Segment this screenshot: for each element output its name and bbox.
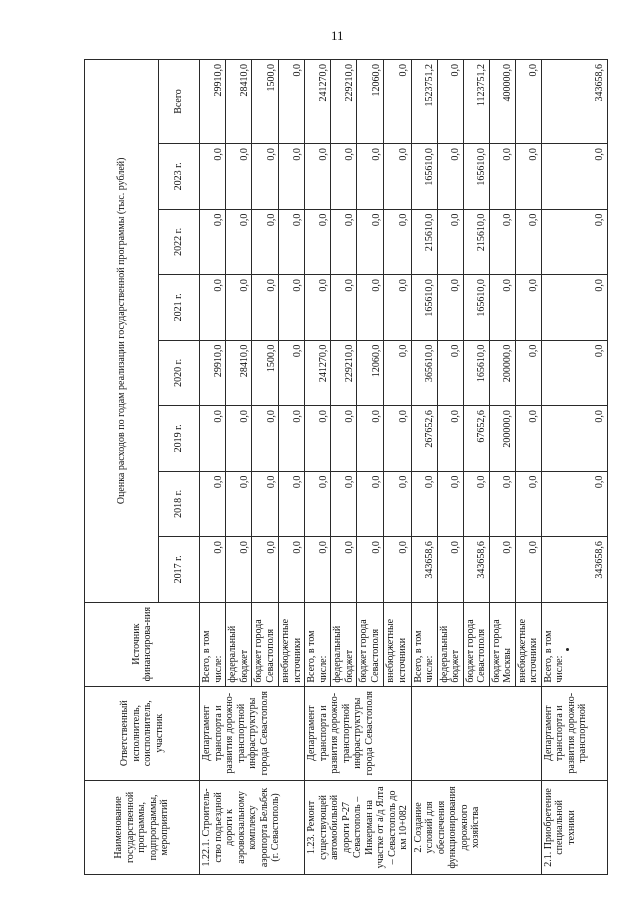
value-cell: 0,0 bbox=[437, 537, 463, 603]
funding-source: Всего, в том числе: bbox=[305, 602, 331, 686]
value-cell: 0,0 bbox=[279, 209, 305, 275]
value-cell: 0,0 bbox=[279, 340, 305, 406]
value-cell: 0,0 bbox=[279, 537, 305, 603]
funding-source: федеральный бюджет bbox=[331, 602, 357, 686]
value-cell: 0,0 bbox=[279, 406, 305, 472]
value-total: 400000,0 bbox=[489, 60, 515, 144]
value-cell: 0,0 bbox=[357, 471, 384, 537]
funding-source: Всего, в том числе: bbox=[411, 602, 437, 686]
item-executor: Департамент транспорта и развития дорожно-транспортной bbox=[541, 686, 607, 780]
funding-source: бюджет города Севастополя bbox=[252, 602, 279, 686]
value-cell: 0,0 bbox=[200, 406, 226, 472]
header-estimate: Оценка расходов по годам реализации государственной программы (тыс. рублей) bbox=[85, 60, 159, 603]
funding-source: федеральный бюджет bbox=[437, 602, 463, 686]
value-cell: 229210,0 bbox=[331, 340, 357, 406]
funding-source: бюджет города Москвы bbox=[489, 602, 515, 686]
value-cell: 0,0 bbox=[437, 144, 463, 210]
item-executor: Департамент транспорта и развития дорожно-транспортной инфраструктуры города Севастополя bbox=[200, 686, 305, 780]
value-cell: 365610,0 bbox=[411, 340, 437, 406]
value-cell: 0,0 bbox=[200, 275, 226, 341]
table-row bbox=[541, 60, 607, 875]
value-cell: 0,0 bbox=[489, 537, 515, 603]
value-cell: 0,0 bbox=[226, 275, 252, 341]
value-cell: 0,0 bbox=[252, 471, 279, 537]
header-year: 2017 г. bbox=[159, 537, 200, 603]
value-cell: 0,0 bbox=[515, 471, 541, 537]
value-cell: 0,0 bbox=[515, 275, 541, 341]
value-cell: 0,0 bbox=[279, 471, 305, 537]
value-cell: 0,0 bbox=[357, 209, 384, 275]
value-cell: 0,0 bbox=[331, 406, 357, 472]
value-cell: 165610,0 bbox=[463, 275, 489, 341]
value-cell: 165610,0 bbox=[463, 144, 489, 210]
value-cell: 0,0 bbox=[357, 406, 384, 472]
value-cell: 343658,6 bbox=[541, 537, 607, 603]
value-cell: 0,0 bbox=[541, 209, 607, 275]
budget-table bbox=[84, 59, 608, 875]
value-cell: 67652,6 bbox=[463, 406, 489, 472]
header-year: 2022 г. bbox=[159, 209, 200, 275]
value-total: 1500,0 bbox=[252, 60, 279, 144]
header-year: 2021 г. bbox=[159, 275, 200, 341]
value-cell: 0,0 bbox=[437, 209, 463, 275]
value-cell: 0,0 bbox=[226, 209, 252, 275]
value-cell: 0,0 bbox=[489, 209, 515, 275]
value-cell: 0,0 bbox=[437, 275, 463, 341]
value-cell: 0,0 bbox=[226, 537, 252, 603]
value-total: 0,0 bbox=[437, 60, 463, 144]
value-cell: 0,0 bbox=[384, 471, 411, 537]
value-cell: 0,0 bbox=[384, 144, 411, 210]
value-total: 229210,0 bbox=[331, 60, 357, 144]
value-cell: 0,0 bbox=[384, 340, 411, 406]
funding-source: Всего, в том числе: bbox=[200, 602, 226, 686]
value-cell: 0,0 bbox=[489, 144, 515, 210]
value-cell: 0,0 bbox=[252, 406, 279, 472]
value-cell: 165610,0 bbox=[411, 275, 437, 341]
page-number: 11 bbox=[331, 28, 344, 43]
funding-source: бюджет города Севастополя bbox=[463, 602, 489, 686]
value-cell: 343658,6 bbox=[463, 537, 489, 603]
item-executor: Департамент транспорта и развития дорожно-транспортной инфраструктуры города Севастополя bbox=[305, 686, 412, 780]
header-executor: Ответственный исполнитель, соисполнитель, участник bbox=[85, 686, 200, 780]
value-total: 0,0 bbox=[515, 60, 541, 144]
header-name: Наименование государственной программы, подпрограммы, мероприятий bbox=[85, 780, 200, 874]
value-cell: 0,0 bbox=[357, 275, 384, 341]
funding-source: федеральный бюджет bbox=[226, 602, 252, 686]
value-total: 12060,0 bbox=[357, 60, 384, 144]
table-body bbox=[200, 60, 608, 875]
value-cell: 0,0 bbox=[305, 209, 331, 275]
value-cell: 165610,0 bbox=[463, 340, 489, 406]
value-cell: 0,0 bbox=[252, 275, 279, 341]
value-cell: 0,0 bbox=[411, 471, 437, 537]
value-cell: 0,0 bbox=[489, 471, 515, 537]
value-cell: 0,0 bbox=[331, 275, 357, 341]
value-cell: 0,0 bbox=[463, 471, 489, 537]
value-cell: 0,0 bbox=[384, 537, 411, 603]
value-cell: 0,0 bbox=[200, 144, 226, 210]
value-cell: 1500,0 bbox=[252, 340, 279, 406]
value-total: 29910,0 bbox=[200, 60, 226, 144]
value-cell: 0,0 bbox=[305, 471, 331, 537]
value-cell: 0,0 bbox=[541, 471, 607, 537]
value-cell: 0,0 bbox=[305, 275, 331, 341]
value-cell: 0,0 bbox=[252, 209, 279, 275]
value-cell: 0,0 bbox=[305, 537, 331, 603]
value-cell: 0,0 bbox=[357, 537, 384, 603]
value-total: 0,0 bbox=[384, 60, 411, 144]
value-cell: 0,0 bbox=[252, 537, 279, 603]
value-cell: 0,0 bbox=[226, 144, 252, 210]
value-cell: 0,0 bbox=[541, 275, 607, 341]
value-total: 28410,0 bbox=[226, 60, 252, 144]
value-cell: 12060,0 bbox=[357, 340, 384, 406]
value-cell: 0,0 bbox=[515, 406, 541, 472]
value-cell: 0,0 bbox=[541, 340, 607, 406]
value-cell: 0,0 bbox=[305, 144, 331, 210]
value-cell: 0,0 bbox=[384, 209, 411, 275]
value-cell: 0,0 bbox=[515, 340, 541, 406]
value-cell: 0,0 bbox=[384, 406, 411, 472]
funding-source: внебюджетные источники bbox=[279, 602, 305, 686]
value-cell: 0,0 bbox=[437, 406, 463, 472]
value-cell: 0,0 bbox=[331, 144, 357, 210]
value-cell: 343658,6 bbox=[411, 537, 437, 603]
value-cell: 0,0 bbox=[305, 406, 331, 472]
value-cell: 0,0 bbox=[226, 406, 252, 472]
header-year: 2018 г. bbox=[159, 471, 200, 537]
header-year: 2023 г. bbox=[159, 144, 200, 210]
value-total: 0,0 bbox=[279, 60, 305, 144]
value-cell: 0,0 bbox=[331, 471, 357, 537]
value-cell: 29910,0 bbox=[200, 340, 226, 406]
item-name: 1.22.1. Строитель-ство подъездной дороги к аэровокзальному комплексу аэропорта Бельбек (г. Севастополь) bbox=[200, 780, 305, 874]
funding-source: внебюджетные источники bbox=[384, 602, 411, 686]
value-cell: 0,0 bbox=[515, 537, 541, 603]
value-cell: 0,0 bbox=[541, 406, 607, 472]
value-cell: 200000,0 bbox=[489, 406, 515, 472]
value-cell: 0,0 bbox=[515, 209, 541, 275]
rotated-table-container bbox=[84, 59, 605, 875]
funding-source: Всего, в том числе: bbox=[541, 602, 607, 686]
value-cell: 0,0 bbox=[200, 209, 226, 275]
value-cell: 0,0 bbox=[437, 340, 463, 406]
value-cell: 0,0 bbox=[515, 144, 541, 210]
table-row bbox=[305, 60, 331, 875]
value-cell: 215610,0 bbox=[411, 209, 437, 275]
header-total: Всего bbox=[159, 60, 200, 144]
value-cell: 200000,0 bbox=[489, 340, 515, 406]
value-cell: 0,0 bbox=[252, 144, 279, 210]
value-total: 1523751,2 bbox=[411, 60, 437, 144]
value-cell: 165610,0 bbox=[411, 144, 437, 210]
value-cell: 0,0 bbox=[384, 275, 411, 341]
item-name: 2.1. Приобретение специальной техники bbox=[541, 780, 607, 874]
item-name: 2. Создание условий для обеспечения функционирования дорожного хозяйства bbox=[411, 780, 541, 874]
value-cell: 241270,0 bbox=[305, 340, 331, 406]
value-total: 343658,6 bbox=[541, 60, 607, 144]
header-year: 2019 г. bbox=[159, 406, 200, 472]
value-cell: 0,0 bbox=[489, 275, 515, 341]
value-cell: 215610,0 bbox=[463, 209, 489, 275]
value-total: 1123751,2 bbox=[463, 60, 489, 144]
table-row bbox=[200, 60, 226, 875]
value-cell: 0,0 bbox=[226, 471, 252, 537]
value-cell: 0,0 bbox=[331, 209, 357, 275]
value-cell: 267652,6 bbox=[411, 406, 437, 472]
header-year: 2020 г. bbox=[159, 340, 200, 406]
table-row bbox=[411, 60, 437, 875]
funding-source: бюджет города Севастополя bbox=[357, 602, 384, 686]
value-cell: 0,0 bbox=[279, 275, 305, 341]
value-cell: 0,0 bbox=[357, 144, 384, 210]
funding-source: внебюджетные источники bbox=[515, 602, 541, 686]
item-executor bbox=[411, 686, 541, 780]
stray-dot bbox=[566, 648, 569, 651]
value-cell: 0,0 bbox=[200, 471, 226, 537]
item-name: 1.23. Ремонт существующей автомобильной дороги Р-27 Севастополь – Инкерман на участке от а/д Ялта – Севастополь до км 10+082 bbox=[305, 780, 412, 874]
value-cell: 0,0 bbox=[437, 471, 463, 537]
value-cell: 0,0 bbox=[331, 537, 357, 603]
value-cell: 0,0 bbox=[541, 144, 607, 210]
value-cell: 28410,0 bbox=[226, 340, 252, 406]
value-cell: 0,0 bbox=[200, 537, 226, 603]
header-source: Источник финансирова-ния bbox=[85, 602, 200, 686]
value-total: 241270,0 bbox=[305, 60, 331, 144]
value-cell: 0,0 bbox=[279, 144, 305, 210]
